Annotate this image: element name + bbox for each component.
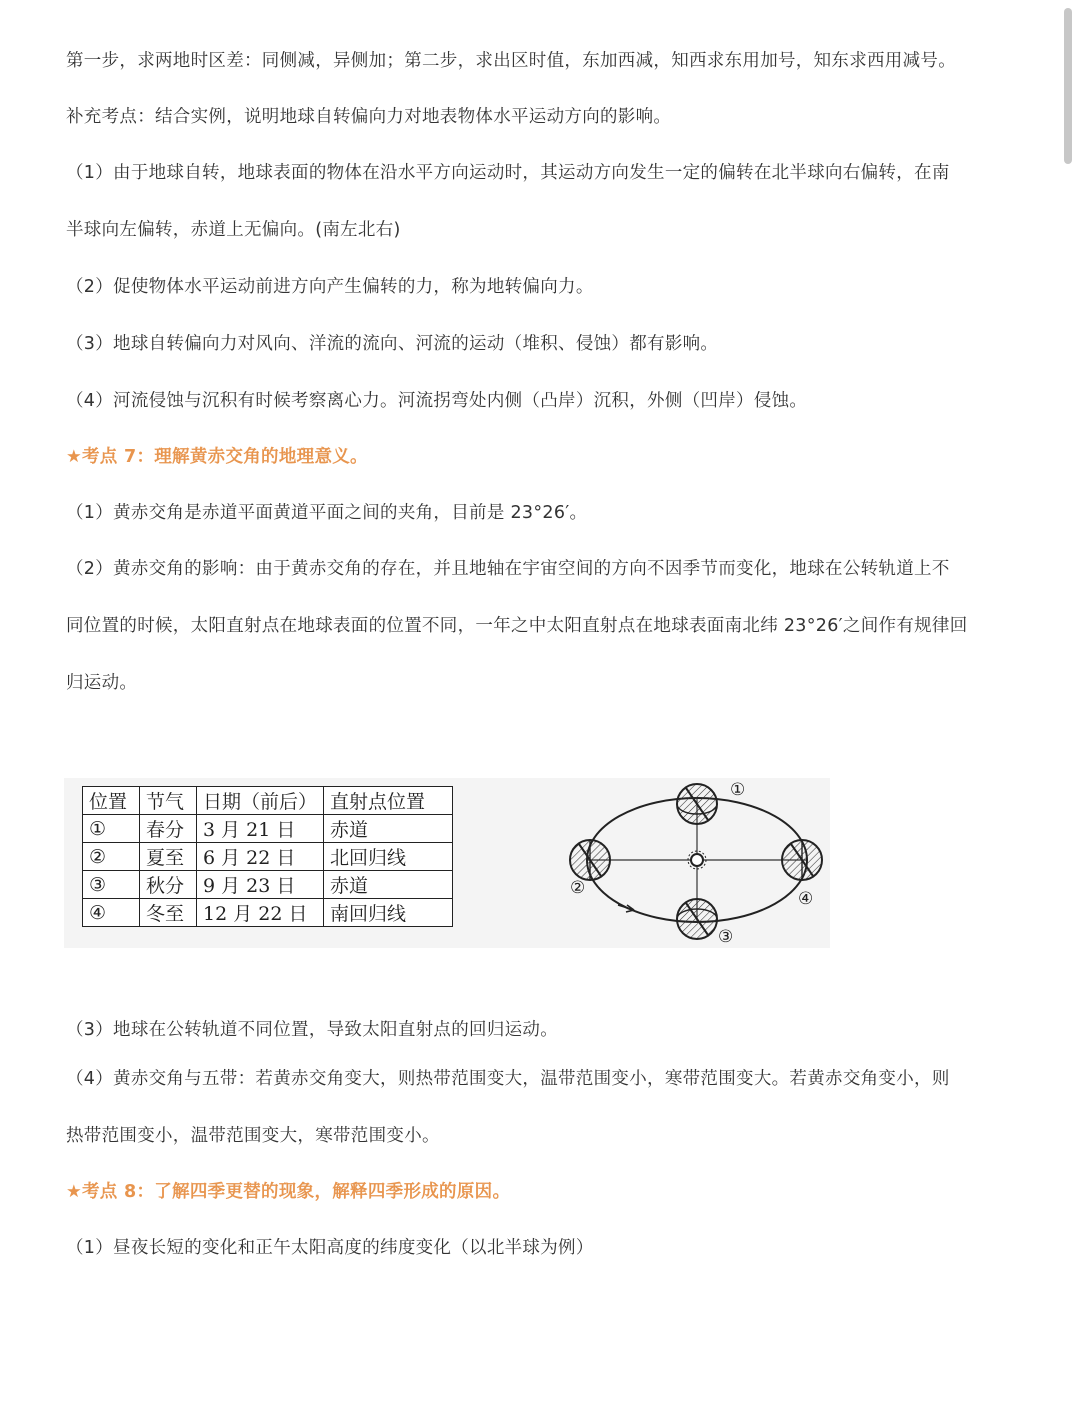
- earth-position-3: [677, 899, 717, 939]
- table-cell: 南回归线: [324, 899, 453, 927]
- earth-orbit-diagram: [560, 778, 830, 948]
- text-line: （3）地球在公转轨道不同位置，导致太阳直射点的回归运动。: [66, 1020, 559, 1040]
- table-row: [83, 815, 453, 843]
- table-header: 节气: [140, 787, 197, 815]
- text-line: （1）由于地球自转，地球表面的物体在沿水平方向运动时，其运动方向发生一定的偏转在北半球向右偏转，在南: [66, 163, 950, 183]
- table-header: 直射点位置: [324, 787, 453, 815]
- table-row: [83, 843, 453, 871]
- table-cell: 赤道: [324, 815, 453, 843]
- section-heading-7: ★考点 7：理解黄赤交角的地理意义。: [66, 447, 368, 467]
- earth-position-1: [677, 784, 717, 824]
- table-cell: 6 月 22 日: [197, 843, 324, 871]
- text-line: 补充考点：结合实例，说明地球自转偏向力对地表物体水平运动方向的影响。: [66, 107, 672, 127]
- table-cell: 夏至: [140, 843, 197, 871]
- table-cell: 春分: [140, 815, 197, 843]
- table-cell: 秋分: [140, 871, 197, 899]
- position-label: ②: [570, 878, 586, 898]
- earth-position-4: [782, 840, 822, 880]
- position-label: ④: [798, 889, 814, 909]
- text-line: （2）促使物体水平运动前进方向产生偏转的力，称为地转偏向力。: [66, 277, 594, 297]
- sun-icon: [688, 851, 706, 869]
- section-heading-8: ★考点 8：了解四季更替的现象，解释四季形成的原因。: [66, 1182, 511, 1202]
- text-line: （1）昼夜长短的变化和正午太阳高度的纬度变化（以北半球为例）: [66, 1238, 594, 1258]
- table-header: 位置: [83, 787, 140, 815]
- scrollbar-thumb[interactable]: [1064, 8, 1072, 164]
- earth-position-2: [570, 840, 610, 880]
- table-cell: 冬至: [140, 899, 197, 927]
- solar-terms-table: [82, 786, 453, 927]
- table-header-row: [83, 787, 453, 815]
- table-cell: 赤道: [324, 871, 453, 899]
- table-header: 日期（前后）: [197, 787, 324, 815]
- table-row: [83, 899, 453, 927]
- table-cell: 3 月 21 日: [197, 815, 324, 843]
- text-line: （1）黄赤交角是赤道平面黄道平面之间的夹角，目前是 23°26′。: [66, 503, 588, 523]
- table-cell: 9 月 23 日: [197, 871, 324, 899]
- text-line: 同位置的时候，太阳直射点在地球表面的位置不同，一年之中太阳直射点在地球表面南北纬 23°26′之间作有规律回: [66, 616, 968, 636]
- position-label: ①: [730, 780, 746, 800]
- text-line: （3）地球自转偏向力对风向、洋流的流向、河流的运动（堆积、侵蚀）都有影响。: [66, 334, 719, 354]
- table-cell: 北回归线: [324, 843, 453, 871]
- text-line: （2）黄赤交角的影响：由于黄赤交角的存在，并且地轴在宇宙空间的方向不因季节而变化，地球在公转轨道上不: [66, 559, 950, 579]
- text-line: 第一步，求两地时区差：同侧减，异侧加；第二步，求出区时值，东加西减，知西求东用加号，知东求西用减号。: [66, 51, 956, 71]
- text-line: （4）黄赤交角与五带：若黄赤交角变大，则热带范围变大，温带范围变小，寒带范围变大。若黄赤交角变小，则: [66, 1069, 950, 1089]
- table-cell: ③: [83, 871, 140, 899]
- table-row: [83, 871, 453, 899]
- text-line: 半球向左偏转，赤道上无偏向。(南左北右): [66, 220, 401, 240]
- position-label: ③: [718, 927, 734, 947]
- text-line: （4）河流侵蚀与沉积有时候考察离心力。河流拐弯处内侧（凸岸）沉积，外侧（凹岸）侵蚀。: [66, 391, 808, 411]
- table-cell: ①: [83, 815, 140, 843]
- table-cell: 12 月 22 日: [197, 899, 324, 927]
- text-line: 归运动。: [66, 673, 138, 693]
- text-line: 热带范围变小，温带范围变大，寒带范围变小。: [66, 1126, 440, 1146]
- table-cell: ④: [83, 899, 140, 927]
- table-cell: ②: [83, 843, 140, 871]
